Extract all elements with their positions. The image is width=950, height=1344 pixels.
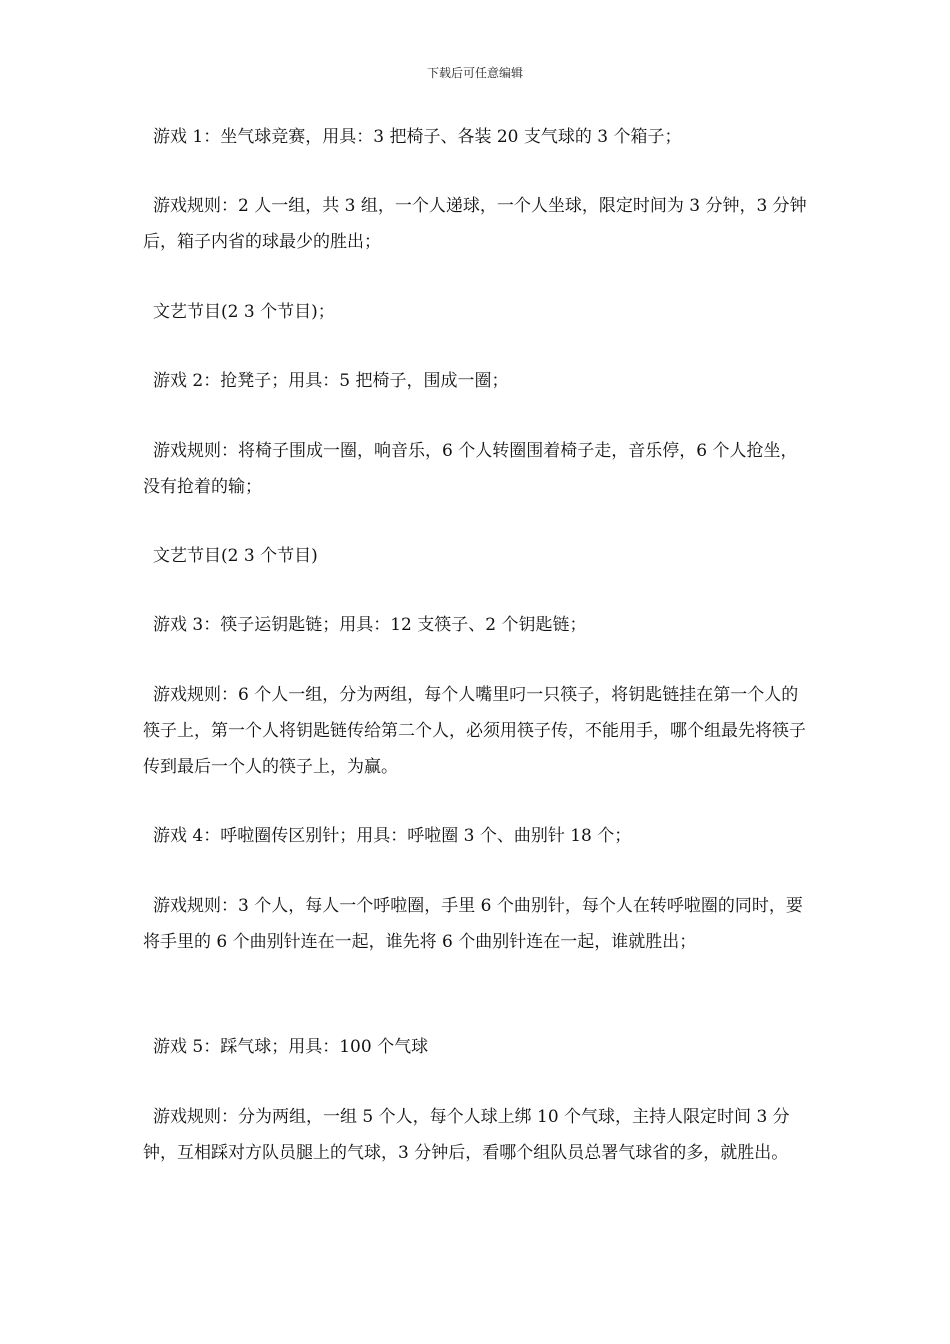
page-header: 下载后可任意编辑 [426, 66, 523, 80]
paragraph-game-5-rules: 游戏规则：分为两组，一组 5 个人，每个人球上绑 10 个气球，主持人限定时间 3 分钟，互相踩对方队员腿上的气球，3 分钟后，看哪个组队员总署气球省的多，就胜出。 [143, 1107, 790, 1163]
paragraph-game-1-rules: 游戏规则：2 人一组，共 3 组，一个人递球，一个人坐球，限定时间为 3 分钟，3 分钟后，箱子内省的球最少的胜出； [143, 196, 807, 252]
paragraph-game-3-rules: 游戏规则：6 个人一组，分为两组，每个人嘴里叼一只筷子，将钥匙链挂在第一个人的筷子上，第一个人将钥匙链传给第二个人，必须用筷子传，不能用手，哪个组最先将筷子传到最后一个人的筷子上，为赢。 [143, 685, 806, 777]
paragraph-game-2-rules: 游戏规则：将椅子围成一圈，响音乐，6 个人转圈围着椅子走，音乐停，6 个人抢坐，没有抢着的输； [143, 441, 798, 497]
paragraph-performance-1: 文艺节目(2 3 个节目)； [153, 302, 335, 322]
paragraph-game-4: 游戏 4：呼啦圈传区别针；用具：呼啦圈 3 个、曲别针 18 个； [153, 826, 632, 846]
paragraph-game-1: 游戏 1：坐气球竞赛，用具：3 把椅子、各装 20 支气球的 3 个箱子； [153, 127, 682, 147]
paragraph-game-2: 游戏 2：抢凳子；用具：5 把椅子，围成一圈； [153, 371, 509, 391]
paragraph-game-4-rules: 游戏规则：3 个人，每人一个呼啦圈，手里 6 个曲别针，每个人在转呼啦圈的同时，要将手里的 6 个曲别针连在一起，谁先将 6 个曲别针连在一起，谁就胜出； [143, 896, 803, 952]
paragraph-game-5: 游戏 5：踩气球；用具：100 个气球 [153, 1037, 429, 1057]
paragraph-game-3: 游戏 3：筷子运钥匙链；用具：12 支筷子、2 个钥匙链； [153, 615, 587, 635]
paragraph-performance-2: 文艺节目(2 3 个节目) [153, 546, 318, 566]
